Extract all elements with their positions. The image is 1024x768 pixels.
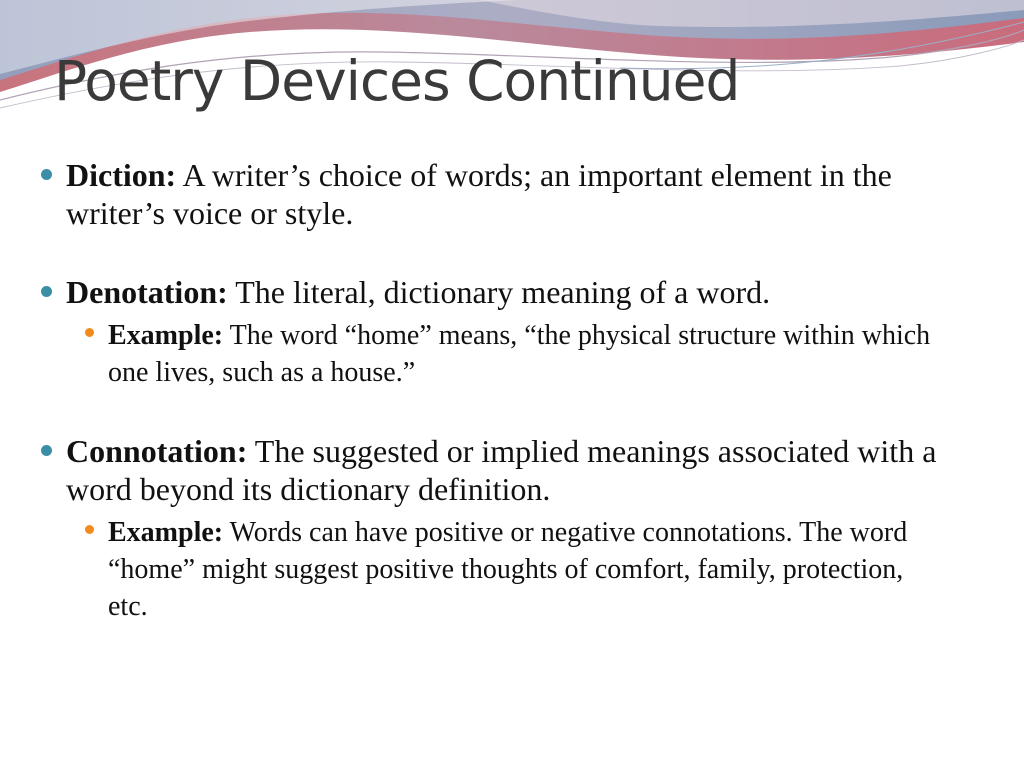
term-label: Connotation: — [66, 433, 248, 469]
term-definition: The literal, dictionary meaning of a word. — [227, 274, 771, 310]
slide-title: Poetry Devices Continued — [54, 49, 740, 113]
sub-bullet-text — [108, 317, 948, 391]
sub-bullet-connotation-example — [0, 514, 948, 625]
sub-bullet-dot-icon — [85, 525, 94, 534]
bullet-text — [66, 273, 966, 311]
example-label: Example: — [108, 320, 224, 351]
bullet-item-connotation — [0, 432, 966, 508]
term-label: Denotation: — [66, 274, 228, 310]
bullet-dot-icon — [41, 445, 52, 456]
bullet-dot-icon — [41, 169, 52, 180]
example-text: The word “home” means, “the physical structure within which one lives, such as a house.” — [108, 320, 931, 388]
bullet-text — [66, 432, 966, 508]
bullet-dot-icon — [41, 286, 52, 297]
bullet-item-denotation — [0, 273, 966, 311]
term-label: Diction: — [66, 157, 177, 193]
slide-body — [0, 156, 1024, 625]
term-definition: A writer’s choice of words; an important element in the writer’s voice or style. — [66, 157, 892, 231]
bullet-item-diction — [0, 156, 966, 232]
example-label: Example: — [108, 517, 224, 548]
sub-bullet-dot-icon — [85, 328, 94, 337]
sub-bullet-denotation-example — [0, 317, 948, 391]
example-text: Words can have positive or negative connotations. The word “home” might suggest positive thoughts of comfort, family, protection, etc. — [108, 517, 908, 622]
sub-bullet-text — [108, 514, 948, 625]
term-definition: The suggested or implied meanings associated with a word beyond its dictionary definition. — [66, 433, 937, 507]
bullet-text — [66, 156, 966, 232]
